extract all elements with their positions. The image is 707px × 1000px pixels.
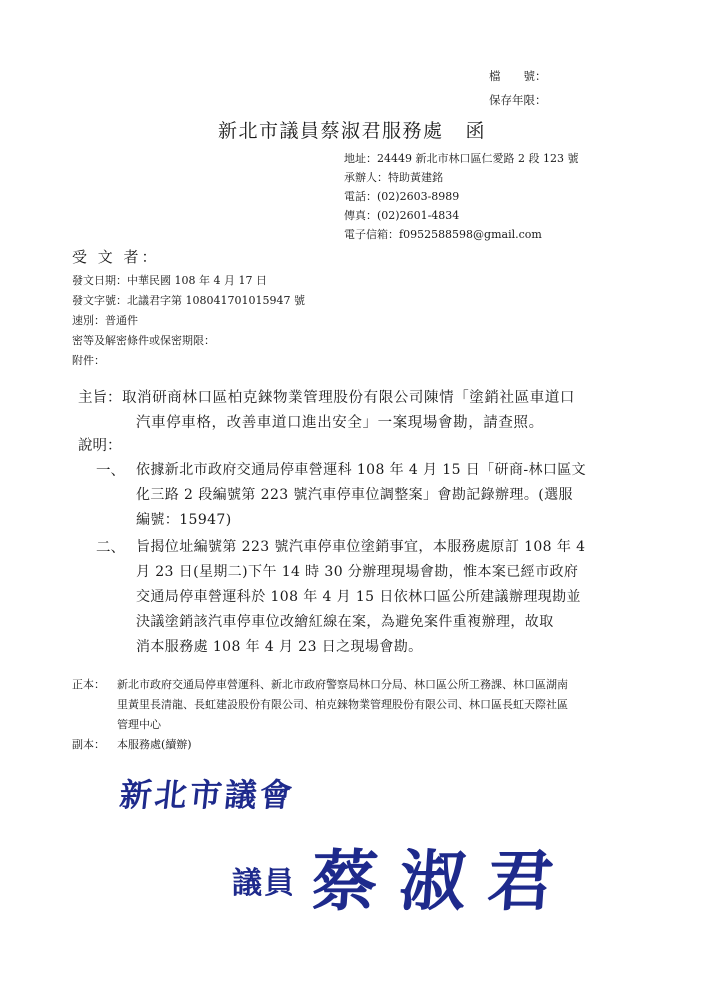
item-line: 依據新北市政府交通局停車營運科 108 年 4 月 15 日「研商-林口區文: [136, 462, 587, 478]
file-number-label: 檔 號：: [489, 69, 547, 83]
subject-line: 汽車停車格，改善車道口進出安全」一案現場會勘，請查照。: [136, 415, 544, 431]
retention-period-label: 保存年限：: [489, 93, 547, 107]
copy-recipients-label: 副本：: [72, 738, 105, 751]
councilor-title-stamp: 議員: [232, 866, 296, 901]
council-stamp: 新北市議會: [117, 776, 297, 814]
item-line: 決議塗銷該汽車停車位改繪紅線在案，為避免案件重複辦理，故取: [136, 614, 554, 630]
item-line: 月 23 日(星期二)下午 14 時 30 分辦理現場會勘，惟本案已經市政府: [136, 564, 579, 580]
item-line: 交通局停車營運科於 108 年 4 月 15 日依林口區公所建議辦理現勘並: [136, 589, 581, 605]
item-line: 化三路 2 段編號第 223 號汽車停車位調整案」會勘記錄辦理。(選服: [136, 487, 573, 503]
contact-email: 電子信箱：f0952588598@gmail.com: [344, 228, 542, 241]
item-line: 旨揭位址編號第 223 號汽車停車位塗銷事宜，本服務處原訂 108 年 4: [136, 539, 586, 555]
contact-handler: 承辦人：特助黃建銘: [344, 171, 443, 184]
document-number: 發文字號：北議君字第 108041701015947 號: [72, 294, 305, 307]
document-title: [218, 116, 486, 143]
original-recipients-line: 里黃里長清龍、長虹建設股份有限公司、柏克錸物業管理股份有限公司、林口區長虹天際社區: [117, 698, 568, 711]
issue-date: 發文日期：中華民國 108 年 4 月 17 日: [72, 274, 267, 287]
subject-line: 取消研商林口區柏克錸物業管理股份有限公司陳情「塗銷社區車道口: [122, 390, 575, 406]
copy-recipients-value: 本服務處(續辦): [117, 738, 192, 751]
councilor-name-stamp: 蔡淑君: [308, 843, 579, 920]
urgency: 速別：普通件: [72, 314, 138, 327]
recipient-label: 受 文 者：: [72, 248, 160, 266]
document-type: 函: [465, 120, 487, 142]
item-number: 一、: [96, 463, 125, 479]
contact-fax: 傳真：(02)2601-4834: [344, 209, 460, 222]
explanation-label: 說明：: [78, 438, 122, 454]
item-number: 二、: [96, 540, 125, 556]
original-recipients-line: 管理中心: [117, 718, 161, 731]
item-line: 編號：15947): [136, 512, 232, 528]
original-recipients-label: 正本：: [72, 678, 105, 691]
subject-label: 主旨：: [78, 390, 122, 406]
item-line: 消本服務處 108 年 4 月 23 日之現場會勘。: [136, 639, 423, 655]
attachments: 附件：: [72, 354, 105, 367]
security-level: 密等及解密條件或保密期限：: [72, 334, 215, 347]
contact-phone: 電話：(02)2603-8989: [344, 190, 460, 203]
office-name: 新北市議員蔡淑君服務處: [218, 120, 444, 142]
original-recipients-line: 新北市政府交通局停車營運科、新北市政府警察局林口分局、林口區公所工務課、林口區湖南: [117, 678, 568, 691]
contact-address: 地址：24449 新北市林口區仁愛路 2 段 123 號: [344, 152, 579, 165]
